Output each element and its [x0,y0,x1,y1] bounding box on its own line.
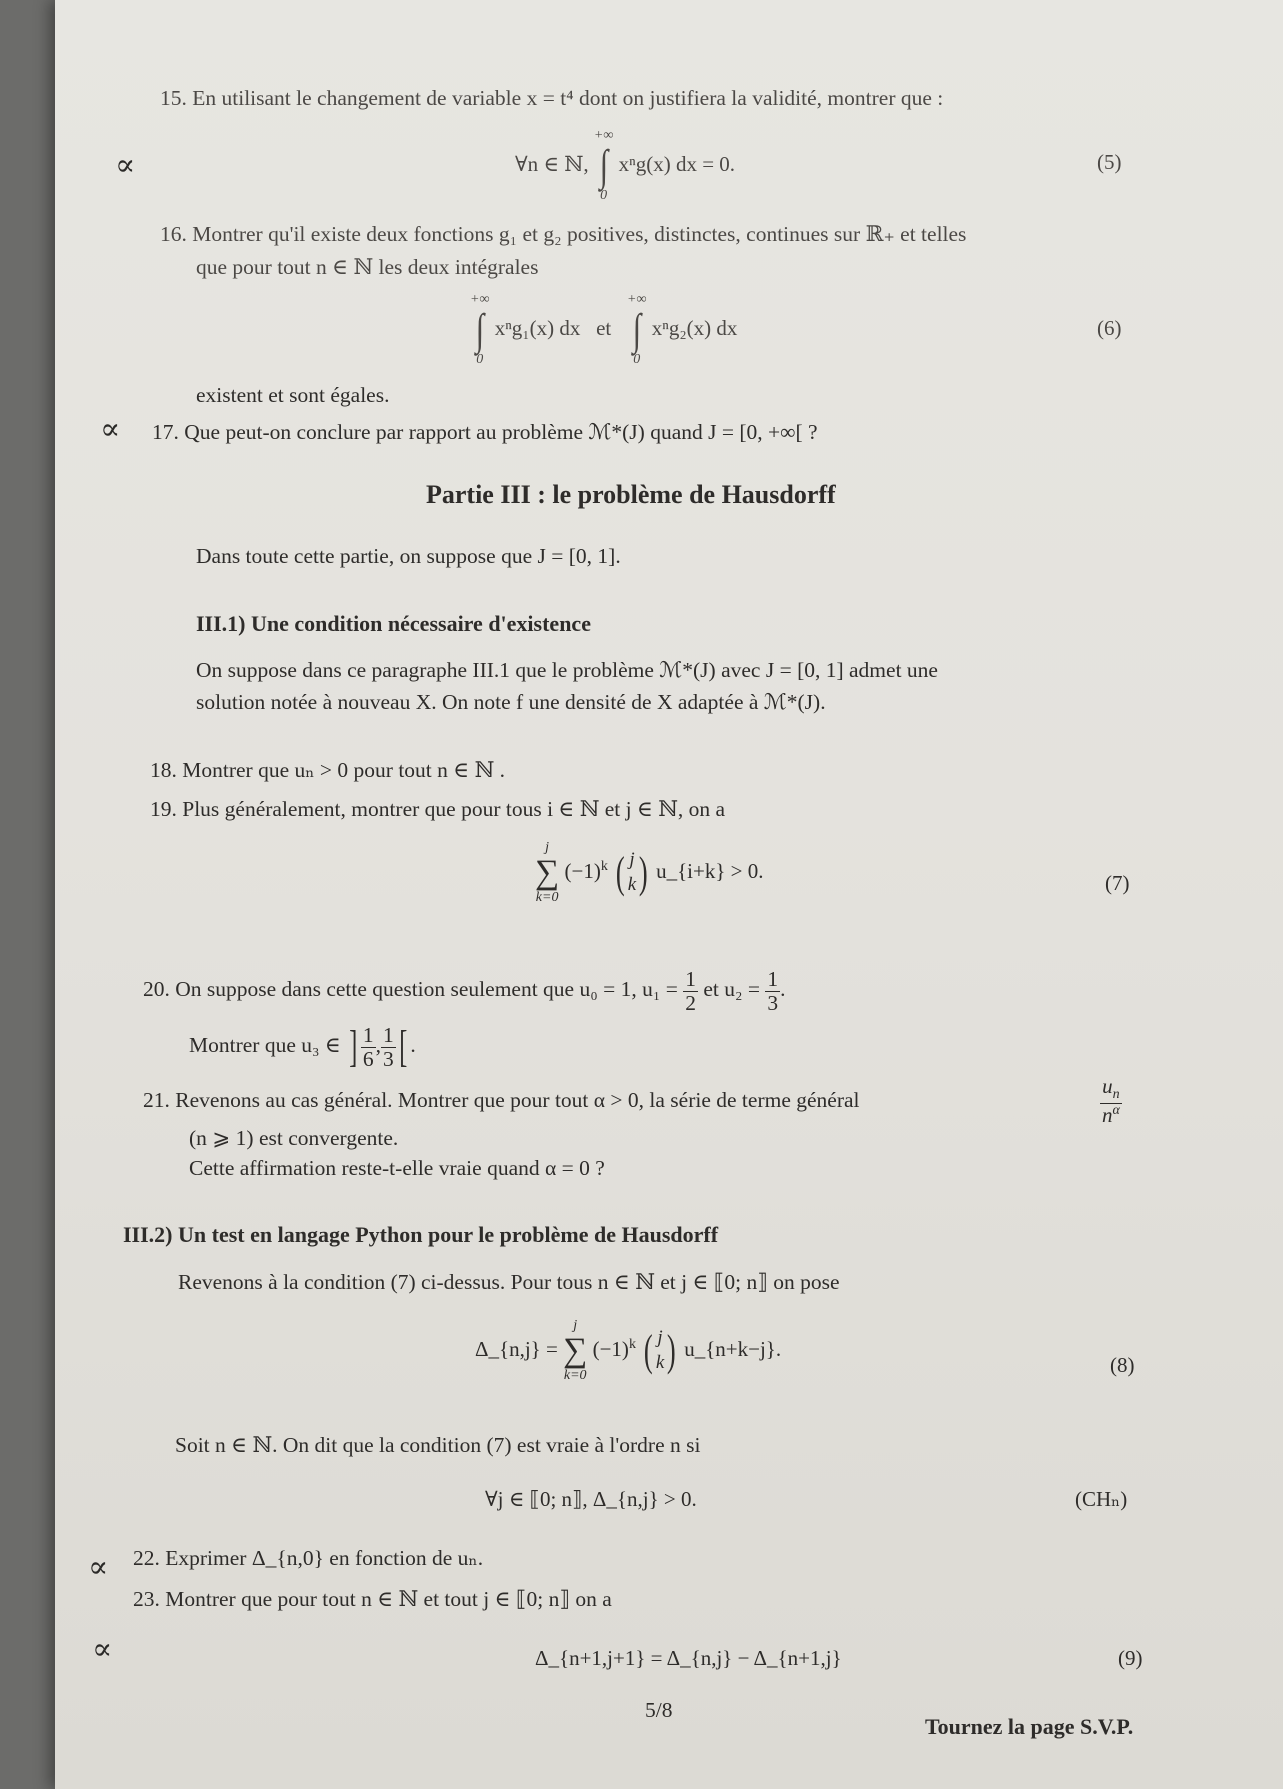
section-title: III.2) Un test en langage Python pour le problème de Hausdorff [123,1222,719,1247]
q21-line2: (n ⩾ 1) est convergente. [189,1126,399,1150]
sum-sign: j ∑ k=0 [535,840,560,906]
equation-ch: ∀j ∈ ⟦0; n⟧, Δ_{n,j} > 0. [485,1487,697,1511]
equation-8: Δ_{n,j} = j ∑ k=0 $(-1)^k$ ( j k) u_{n+k−j}. [475,1318,782,1384]
sum-sign: j ∑ k=0 [563,1318,588,1384]
fraction: $\frac{1}{6}$ [362,1023,374,1071]
q20-line1: 20. On suppose dans cette question seulement que u₀ = 1, u₁ = $\frac{1}{2}$ et u₂ = $\frac{1}{3}$ . [143,967,786,1015]
q23-line: 23. Montrer que pour tout n ∈ ℕ et tout j ∈ ⟦0; n⟧ on a [133,1587,612,1611]
q21-line3: Cette affirmation reste-t-elle vraie quand α = 0 ? [189,1156,605,1180]
section-text: On suppose dans ce paragraphe III.1 que le problème ℳ*(J) avec J = [0, 1] admet une [196,658,938,682]
fraction: $\frac{1}{3}$ [382,1023,394,1071]
equation-5: ∀n ∈ ℕ, +∞ ∫ 0 xⁿg(x) dx = 0. [515,128,736,204]
fraction: $\frac{1}{2}$ [685,967,696,1015]
part-title: Partie III : le problème de Hausdorff [426,480,836,509]
page-number: 5/8 [645,1698,673,1722]
handwritten-mark: ∝ [88,1550,109,1585]
q16-line2: que pour tout n ∈ ℕ les deux intégrales [196,255,539,279]
q20-line2: Montrer que u₃ ∈ ] $\frac{1}{6}$ , $\frac{1}{3}$ [ . [189,1022,416,1072]
question-number: 15. [160,86,187,110]
equation-tag: (6) [1097,316,1122,340]
equation-tag: (9) [1118,1646,1143,1670]
equation-tag: (7) [1105,871,1130,895]
turn-page-note: Tournez la page S.V.P. [925,1714,1134,1739]
q18-line: 18. Montrer que uₙ > 0 pour tout n ∈ ℕ . [150,758,505,782]
equation-9: Δ_{n+1,j+1} = Δ_{n,j} − Δ_{n+1,j} [535,1646,842,1670]
handwritten-mark: ∝ [92,1632,113,1667]
part-intro: Dans toute cette partie, on suppose que J = [0, 1]. [196,544,621,568]
equation-7: j ∑ k=0 $(-1)^k$ ( j k) u_{i+k} > 0. [535,840,764,906]
equation-tag: (5) [1097,150,1122,174]
q17-line: 17. Que peut-on conclure par rapport au problème ℳ*(J) quand J = [0, +∞[ ? [152,420,818,444]
q22-line: 22. Exprimer Δ_{n,0} en fonction de uₙ. [133,1546,484,1570]
q19-line: 19. Plus généralement, montrer que pour tous i ∈ ℕ et j ∈ ℕ, on a [150,797,726,821]
q21-line1: 21. Revenons au cas général. Montrer que pour tout α > 0, la série de terme général [143,1088,860,1112]
binomial: j k [655,1327,665,1374]
equation-6: +∞ ∫ 0 xⁿg₁(x) dx et +∞ ∫ 0 xⁿg₂(x) dx [470,292,738,368]
integral-sign: +∞ ∫ 0 [470,292,490,368]
q15-line [160,88,943,110]
section-title: III.1) Une condition nécessaire d'existence [196,611,591,636]
binomial: j k [627,849,637,896]
integral-sign: +∞ ∫ 0 [593,128,614,204]
fraction-un-over-n-alpha: $\frac{u_n}{n^\alpha}$ [1102,1074,1120,1127]
equation-tag: (CHₙ) [1075,1487,1128,1511]
equation-tag: (8) [1110,1353,1135,1377]
section-text: solution notée à nouveau X. On note f une densité de X adaptée à ℳ*(J). [196,690,826,714]
section-text: Revenons à la condition (7) ci-dessus. Pour tous n ∈ ℕ et j ∈ ⟦0; n⟧ on pose [178,1270,840,1294]
q16-line3: existent et sont égales. [196,383,390,407]
handwritten-mark: ∝ [100,412,121,447]
section-text: Soit n ∈ ℕ. On dit que la condition (7) est vraie à l'ordre n si [175,1433,701,1457]
integral-sign: +∞ ∫ 0 [627,292,647,368]
fraction: $\frac{1}{3}$ [767,967,779,1015]
handwritten-mark: ∝ [115,148,136,183]
question-text: En utilisant le changement de variable x = t⁴ dont on justifiera la validité, montrer que : [192,86,944,110]
q16-line1: 16. Montrer qu'il existe deux fonctions g₁ et g₂ positives, distinctes, continues sur ℝ₊ et telles [160,222,967,246]
